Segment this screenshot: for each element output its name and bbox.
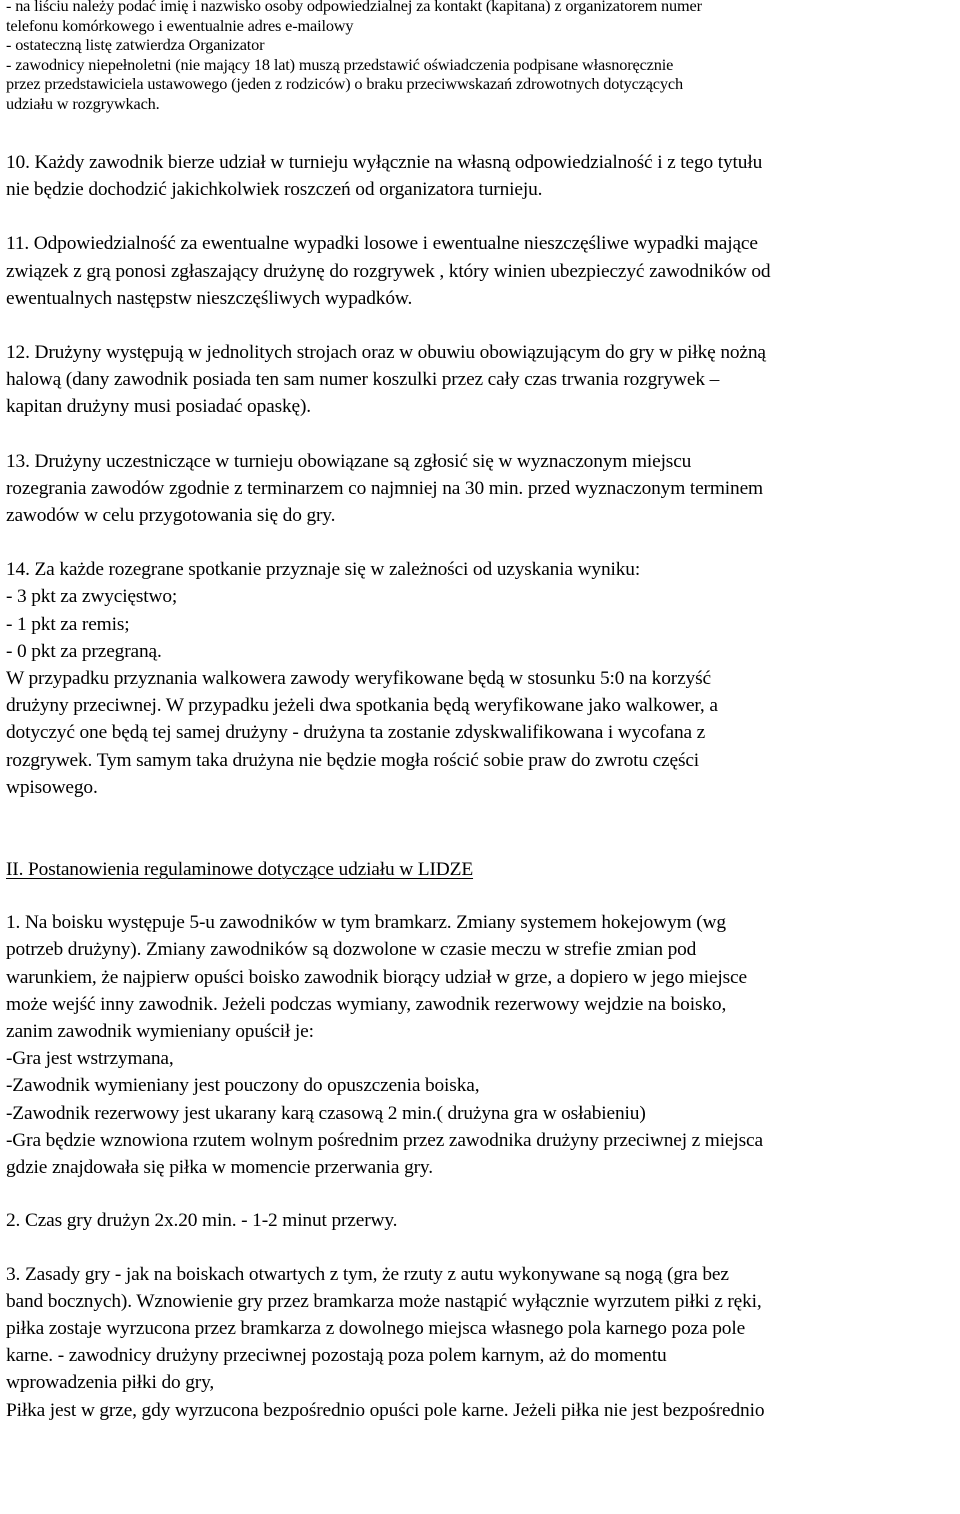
text-line: wpisowego. [6,776,98,798]
document-body [6,113,956,1424]
text-line: 12. Drużyny występują w jednolitych strojach oraz w obuwiu obowiązującym do gry w piłkę nożną [6,342,766,364]
document-page [6,0,956,1424]
text-line: Piłka jest w grze, gdy wyrzucona bezpośrednio opuści pole karne. Jeżeli piłka nie jest bezpośrednio [6,1399,765,1421]
section-2-paragraph-2 [6,1207,956,1234]
text-line: - na liściu należy podać imię i nazwisko osoby odpowiedzialnej za kontakt (kapitana) z organizatorem numer [6,0,702,15]
text-line: związek z grą ponosi zgłaszający drużynę do rozgrywek , który winien ubezpieczyć zawodników od [6,260,771,282]
text-line: - ostateczną listę zatwierdza Organizator [6,35,265,54]
text-line: halową (dany zawodnik posiada ten sam numer koszulki przez cały czas trwania rozgrywek – [6,369,720,391]
text-line: 11. Odpowiedzialność za ewentualne wypadki losowe i ewentualne nieszczęśliwe wypadki mające [6,233,758,255]
text-line: rozegrania zawodów zgodnie z terminarzem co najmniej na 30 min. przed wyznaczonym terminem [6,477,763,499]
text-line: -Gra jest wstrzymana, [6,1048,174,1070]
paragraph-13 [6,448,956,530]
text-line: 14. Za każde rozegrane spotkanie przyznaje się w zależności od uzyskania wyniku: [6,559,641,581]
text-line: -Zawodnik rezerwowy jest ukarany karą czasową 2 min.( drużyna gra w osłabieniu) [6,1102,646,1124]
text-line: band bocznych). Wznowienie gry przez bramkarza może nastąpić wyłącznie wyrzutem piłki z ręki, [6,1290,762,1312]
text-line: przez przedstawiciela ustawowego (jeden z rodziców) o braku przeciwwskazań zdrowotnych dotyczących [6,74,683,93]
paragraph-11 [6,230,956,312]
text-line: kapitan drużyny musi posiadać opaskę). [6,396,312,418]
text-line: drużyny przeciwnej. W przypadku jeżeli dwa spotkania będą weryfikowane jako walkower, a [6,695,718,717]
team-list-requirements [6,0,956,113]
text-line: gdzie znajdowała się piłka w momencie przerwania gry. [6,1157,433,1179]
paragraph-12 [6,339,956,421]
text-line: -Gra będzie wznowiona rzutem wolnym pośrednim przez zawodnika drużyny przeciwnej z miejsca [6,1129,763,1151]
section-heading: II. Postanowienia regulaminowe dotyczące udziału w LIDZE [6,859,474,881]
text-line: - 1 pkt za remis; [6,613,130,635]
text-line: nie będzie dochodzić jakichkolwiek roszczeń od organizatora turnieju. [6,179,543,201]
section-2-paragraph-1 [6,909,956,1181]
text-line: 2. Czas gry drużyn 2x.20 min. - 1-2 minut przerwy. [6,1210,398,1232]
text-line: rozgrywek. Tym samym taka drużyna nie będzie mogła rościć sobie praw do zwrotu części [6,749,700,771]
text-line: może wejść inny zawodnik. Jeżeli podczas wymiany, zawodnik rezerwowy wejdzie na boisko, [6,993,727,1015]
text-line: - 0 pkt za przegraną. [6,640,162,662]
text-line: zanim zawodnik wymieniany opuścił je: [6,1021,314,1043]
text-line: ewentualnych następstw nieszczęśliwych wypadków. [6,287,413,309]
text-line: 1. Na boisku występuje 5-u zawodników w tym bramkarz. Zmiany systemem hokejowym (wg [6,912,726,934]
text-line: udziału w rozgrywkach. [6,93,160,113]
section-2-paragraph-3 [6,1261,956,1424]
paragraph-14 [6,556,956,801]
text-line: 10. Każdy zawodnik bierze udział w turnieju wyłącznie na własną odpowiedzialność i z tego tytułu [6,152,763,173]
text-line: dotyczyć one będą tej samej drużyny - drużyna ta zostanie zdyskwalifikowana i wycofana z [6,722,706,744]
text-line: potrzeb drużyny). Zmiany zawodników są dozwolone w czasie meczu w strefie zmian pod [6,939,697,961]
text-line: 3. Zasady gry - jak na boiskach otwartych z tym, że rzuty z autu wykonywane są nogą (gra bez [6,1263,729,1285]
text-line: wprowadzenia piłki do gry, [6,1372,215,1394]
text-line: telefonu komórkowego i ewentualnie adres e-mailowy [6,15,354,35]
text-line: - zawodnicy niepełnoletni (nie mający 18 lat) muszą przedstawić oświadczenia podpisane własnoręcznie [6,54,674,74]
paragraph-10 [6,149,956,203]
text-line: 13. Drużyny uczestniczące w turnieju obowiązane są zgłosić się w wyznaczonym miejscu [6,450,692,472]
text-line: karne. - zawodnicy drużyny przeciwnej pozostają poza polem karnym, aż do momentu [6,1345,667,1367]
text-line: W przypadku przyznania walkowera zawody weryfikowane będą w stosunku 5:0 na korzyść [6,668,711,690]
text-line: -Zawodnik wymieniany jest pouczony do opuszczenia boiska, [6,1075,480,1097]
text-line: zawodów w celu przygotowania się do gry. [6,505,336,527]
text-line: - 3 pkt za zwycięstwo; [6,586,178,608]
text-line: warunkiem, że najpierw opuści boisko zawodnik biorący udział w grze, a dopiero w jego miejsce [6,966,747,988]
text-line: piłka zostaje wyrzucona przez bramkarza z dowolnego miejsca własnego pola karnego poza pole [6,1317,746,1339]
